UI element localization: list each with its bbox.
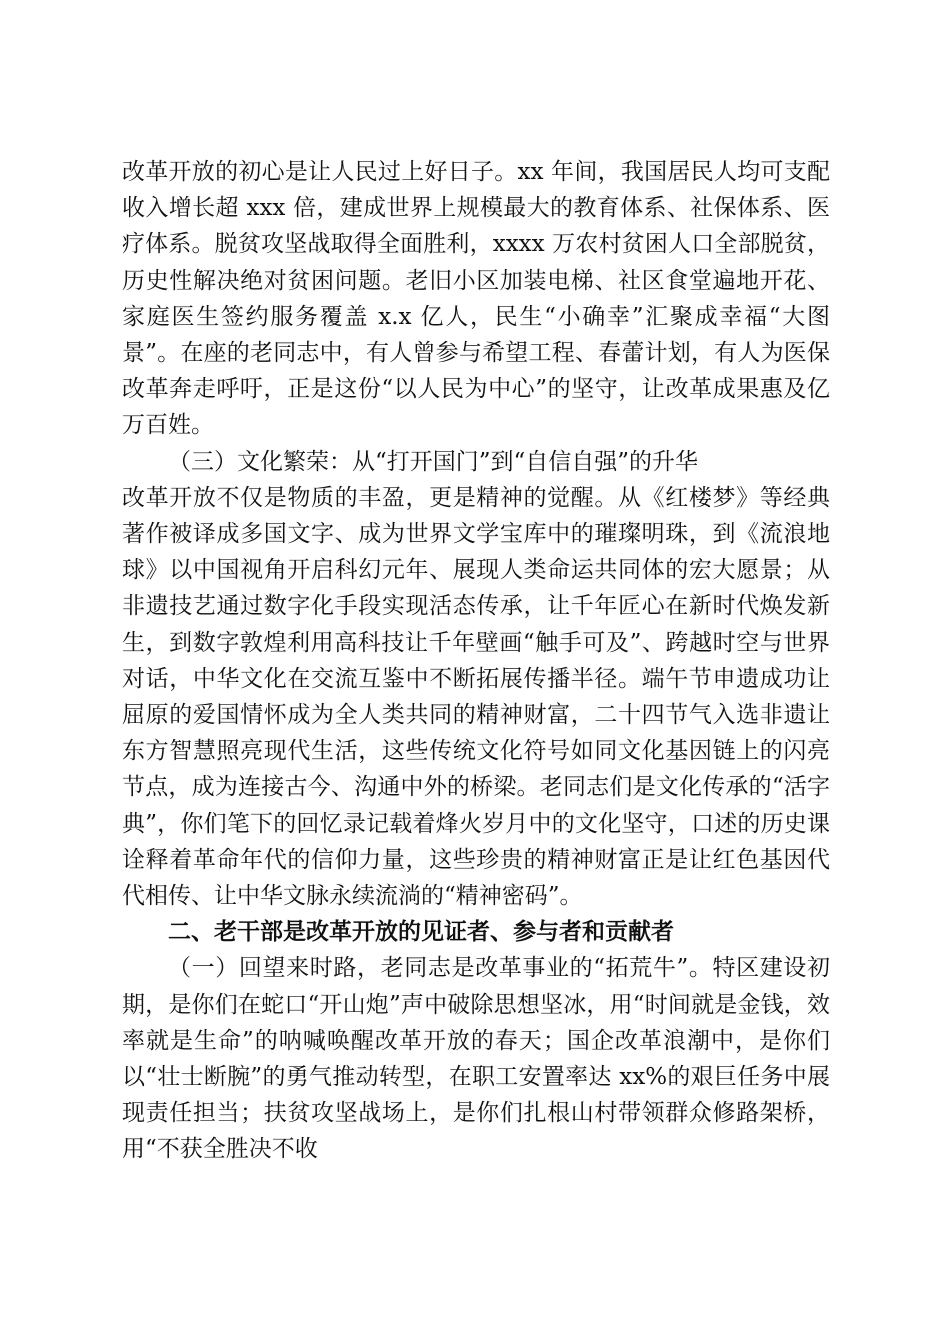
paragraph-culture: 改革开放不仅是物质的丰盈，更是精神的觉醒。从《红楼梦》等经典著作被译成多国文字、成为世界文学宝库中的璀璨明珠，到《流浪地球》以中国视角开启科幻元年、展现人类命运共同体的宏大愿景；从非遗技艺通过数字化手段实现活态传承，让千年匠心在新时代焕发新生，到数字敦煌利用高科技让千年壁画“触手可及”、跨越时空与世界对话，中华文化在交流互鉴中不断拓展传播半径。端午节申遗成功让屈原的爱国情怀成为全人类共同的精神财富，二十四节气入选非遗让东方智慧照亮现代生活，这些传统文化符号如同文化基因链上的闪亮节点，成为连接古今、沟通中外的桥梁。老同志们是文化传承的“活字典”，你们笔下的回忆录记载着烽火岁月中的文化坚守，口述的历史课诠释着革命年代的信仰力量，这些珍贵的精神财富正是让红色基因代代相传、让中华文脉永续流淌的“精神密码”。 bbox=[122, 484, 830, 910]
subheading-culture: （三）文化繁荣：从“打开国门”到“自信自强”的升华 bbox=[168, 448, 699, 475]
paragraph-pioneers: （一）回望来时路，老同志是改革事业的“拓荒牛”。特区建设初期，是你们在蛇口“开山炮”声中破除思想坚冰，用“时间就是金钱，效率就是生命”的呐喊唤醒改革开放的春天；国企改革浪潮中，是你们以“壮士断腕”的勇气推动转型，在职工安置率达 xx%的艰巨任务中展现责任担当；扶贫攻坚战场上，是你们扎根山村带领群众修路架桥，用“不获全胜决不收 bbox=[122, 955, 830, 1163]
paragraph-livelihood: 改革开放的初心是让人民过上好日子。xx 年间，我国居民人均可支配收入增长超 xxx 倍，建成世界上规模最大的教育体系、社保体系、医疗体系。脱贫攻坚战取得全面胜利，xxxx 万农村贫困人口全部脱贫，历史性解决绝对贫困问题。老旧小区加装电梯、社区食堂遍地开花、家庭医生签约服务覆盖 x.x 亿人，民生“小确幸”汇聚成幸福“大图景”。在座的老同志中，有人曾参与希望工程、春蕾计划，有人为医保改革奔走呼吁，正是这份“以人民为中心”的坚守，让改革成果惠及亿万百姓。 bbox=[122, 159, 830, 439]
section-heading-2: 二、老干部是改革开放的见证者、参与者和贡献者 bbox=[168, 919, 674, 946]
document-page bbox=[122, 154, 830, 1168]
